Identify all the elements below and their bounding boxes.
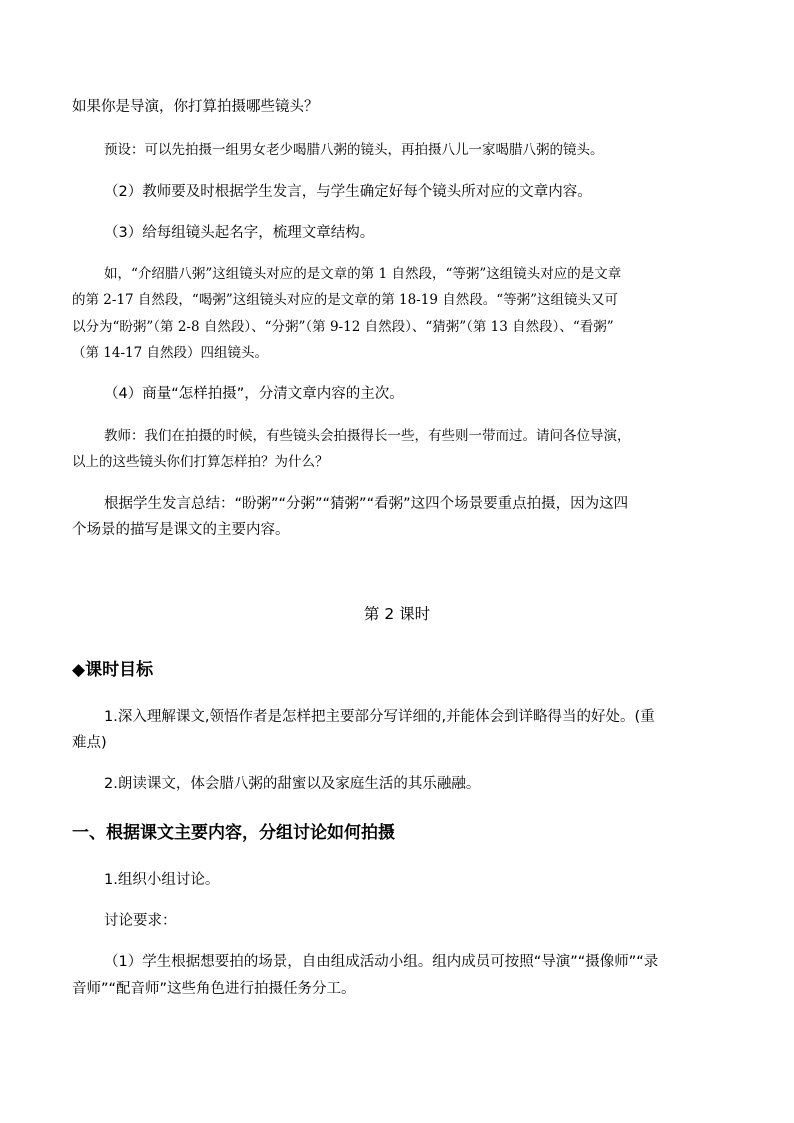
paragraph-summary-line-1: 根据学生发言总结：“盼粥”“分粥”“猜粥”“看粥”这四个场景要重点拍摄，因为这四 <box>104 496 629 512</box>
paragraph-teacher-line-2: 以上的这些镜头你们打算怎样拍？为什么？ <box>72 454 329 470</box>
paragraph-teacher-line-1: 教师：我们在拍摄的时候，有些镜头会拍摄得长一些，有些则一带而过。请问各位导演， <box>104 428 631 444</box>
paragraph-example-line-3: 以分为“盼粥”（第 2-8 自然段）、“分粥”（第 9-12 自然段）、“猜粥”（第 13 自然段）、“看粥” <box>72 319 614 335</box>
paragraph-step-3: （3）给每组镜头起名字，梳理文章结构。 <box>104 225 375 241</box>
paragraph-example-line-1: 如，“介绍腊八粥”这组镜头对应的是文章的第 1 自然段，“等粥”这组镜头对应的是文章 <box>104 266 622 282</box>
paragraph-example-line-4: （第 14-17 自然段）四组镜头。 <box>72 345 269 361</box>
paragraph-step-2: （2）教师要及时根据学生发言，与学生确定好每个镜头所对应的文章内容。 <box>104 184 592 200</box>
goal-2: 2.朗读课文，体会腊八粥的甜蜜以及家庭生活的其乐融融。 <box>104 776 481 792</box>
paragraph-director-question: 如果你是导演，你打算拍摄哪些镜头？ <box>72 99 319 115</box>
section-1-item-1: 1.组织小组讨论。 <box>104 872 220 888</box>
discussion-rule-1-line-1: （1）学生根据想要拍的场景，自由组成活动小组。组内成员可按照“导演”“摄像师”“录 <box>104 954 659 970</box>
paragraph-summary-line-2: 个场景的描写是课文的主要内容。 <box>72 522 290 538</box>
paragraph-example-line-2: 的第 2-17 自然段，“喝粥”这组镜头对应的是文章的第 18-19 自然段。“等粥”这组镜头又可 <box>72 292 619 308</box>
discussion-requirements-label: 讨论要求： <box>104 913 177 929</box>
paragraph-preset: 预设：可以先拍摄一组男女老少喝腊八粥的镜头，再拍摄八儿一家喝腊八粥的镜头。 <box>104 142 604 158</box>
section-1-heading: 一、根据课文主要内容，分组讨论如何拍摄 <box>72 823 395 843</box>
discussion-rule-1-line-2: 音师”“配音师”这些角色进行拍摄任务分工。 <box>72 981 356 997</box>
goal-1-line-1: 1.深入理解课文,领悟作者是怎样把主要部分写详细的,并能体会到详略得当的好处。(重 <box>104 709 655 725</box>
lesson-title: 第 2 课时 <box>363 605 431 623</box>
goals-heading: ◆课时目标 <box>72 660 154 680</box>
goal-1-line-2: 难点) <box>72 735 107 751</box>
paragraph-step-4: （4）商量“怎样拍摄”，分清文章内容的主次。 <box>104 386 404 402</box>
